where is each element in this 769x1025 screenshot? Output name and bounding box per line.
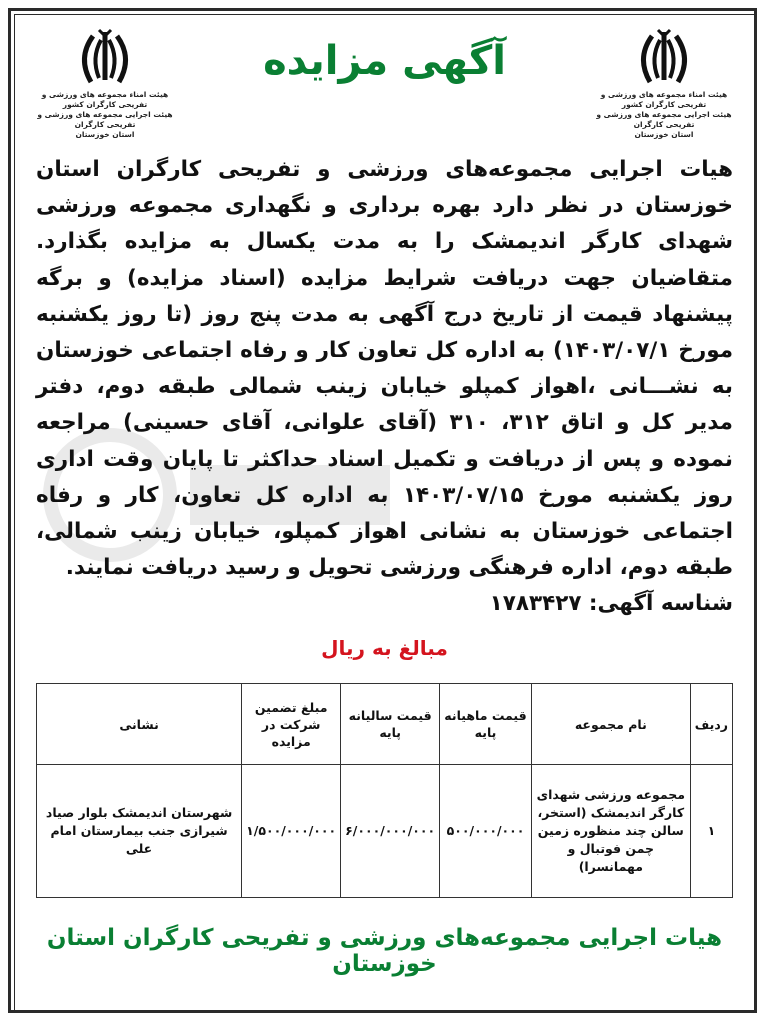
table-row <box>37 765 733 898</box>
emblem-caption-2: هیئت اجرایی مجموعه های ورزشی و تفریحی کارگران <box>596 110 732 129</box>
header-monthly-price: قیمت ماهیانه پایه <box>440 684 532 765</box>
ad-id-line: شناسه آگهی: ۱۷۸۳۴۲۷ <box>489 591 733 617</box>
cell-monthly-price: ۵۰۰/۰۰۰/۰۰۰ <box>440 765 532 898</box>
table-header-row <box>37 684 733 765</box>
header-guarantee: مبلغ تضمین شرکت در مزایده <box>242 684 341 765</box>
cell-guarantee: ۱/۵۰۰/۰۰۰/۰۰۰ <box>242 765 341 898</box>
emblem-caption-3: استان خوزستان <box>75 130 135 139</box>
currency-unit-label: مبالغ به ریال <box>321 636 448 660</box>
header-row-number: ردیف <box>690 684 732 765</box>
emblem-caption-2: هیئت اجرایی مجموعه های ورزشی و تفریحی کارگران <box>37 110 173 129</box>
cell-yearly-price: ۶/۰۰۰/۰۰۰/۰۰۰ <box>341 765 440 898</box>
auction-table <box>36 683 733 898</box>
emblem-caption-1: هیئت امناء مجموعه های ورزشی و تفریحی کارگران کشور <box>41 90 169 109</box>
emblem-caption-1: هیئت امناء مجموعه های ورزشی و تفریحی کارگران کشور <box>600 90 728 109</box>
announcement-paragraph: هیات اجرایی مجموعه‌های ورزشی و تفریحی کارگران استان خوزستان در نظر دارد بهره برداری و نگهداری مجموعه ورزشی شهدای کارگر اندیمشک را به مدت یکسال به مزایده بگذارد. متقاضیان جهت دریافت شرایط مزایده (اسناد مزایده) و برگه پیشنهاد قیمت از تاریخ درج آگهی به مدت پنج روز (تا روز یکشنبه مورخ ۱۴۰۳/۰۷/۱) به اداره کل تعاون کار و رفاه اجتماعی خوزستان به نشـــانی ،اهواز کمپلو خیابان زینب شمالی طبقه دوم، دفتر مدیر کل و اتاق ۳۱۲، ۳۱۰ (آقای علوانی، آقای حسینی) مراجعه نموده و پس از دریافت و تکمیل اسناد حداکثر تا پایان وقت اداری روز یکشنبه مورخ ۱۴۰۳/۰۷/۱۵ به اداره کل تعاون، کار و رفاه اجتماعی خوزستان به نشانی اهواز کمپلو، خیابان زینب شمالی، طبقه دوم، اداره فرهنگی ورزشی تحویل و رسید دریافت نمایند. <box>36 157 734 581</box>
cell-address: شهرستان اندیمشک بلوار صیاد شیرازی جنب بیمارستان امام علی <box>37 765 242 898</box>
page-title: آگهی مزایده <box>263 38 506 84</box>
footer-organization: هیات اجرایی مجموعه‌های ورزشی و تفریحی کارگران استان خوزستان <box>46 925 723 977</box>
emblem-caption-3: استان خوزستان <box>634 130 694 139</box>
announcement-body <box>36 152 733 623</box>
header-yearly-price: قیمت سالیانه پایه <box>341 684 440 765</box>
cell-name: مجموعه ورزشی شهدای کارگر اندیمشک (استخر، سالن چند منظوره زمین چمن فوتبال و مهمانسرا) <box>531 765 690 898</box>
header-name: نام مجموعه <box>531 684 690 765</box>
cell-row-number: ۱ <box>690 765 732 898</box>
header-address: نشانی <box>37 684 242 765</box>
